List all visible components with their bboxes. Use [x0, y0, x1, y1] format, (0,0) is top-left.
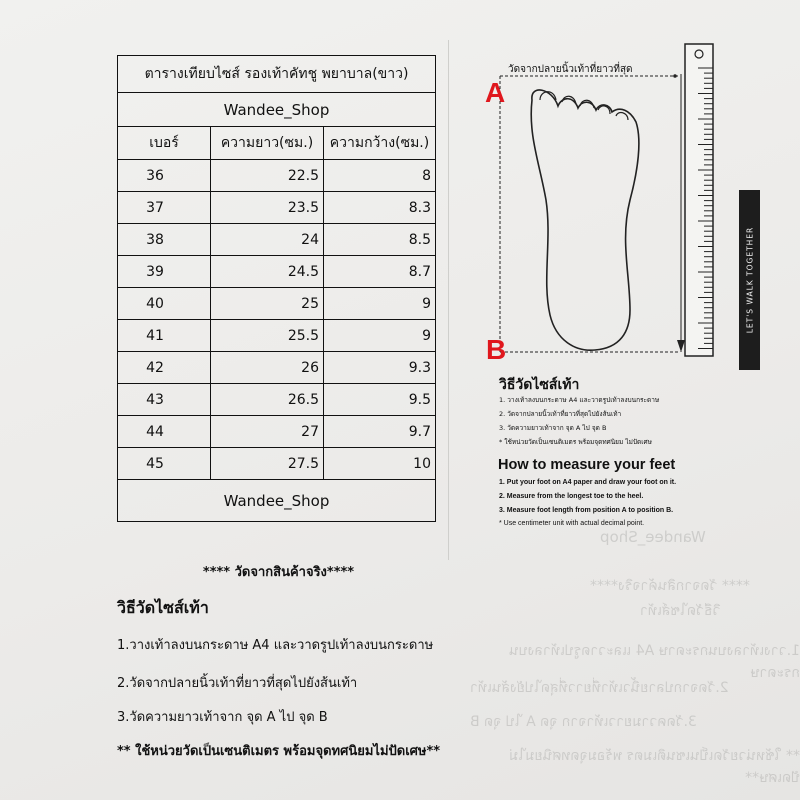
size-row	[118, 320, 436, 352]
cell-length: 26.5	[211, 384, 324, 416]
size-row	[118, 448, 436, 480]
show-through-step1: 1.วางเท้าลงบนกระดาษ A4 และวาดรูปเท้าลงบนกระดาษ	[509, 643, 800, 681]
cell-length: 23.5	[211, 192, 324, 224]
side-banner	[739, 190, 760, 370]
cell-size: 37	[118, 192, 211, 224]
howto-title-th: วิธีวัดไซส์เท้า	[117, 598, 209, 617]
cell-length: 24.5	[211, 256, 324, 288]
cell-width: 9	[324, 288, 436, 320]
measure-arrow-head-icon	[677, 340, 685, 352]
right-en-step-1: 1. Put your foot on A4 paper and draw your foot on it.	[499, 479, 677, 486]
size-chart-table	[117, 55, 436, 522]
right-en-note: * Use centimeter unit with actual decimal point.	[499, 520, 645, 527]
cell-width: 8.3	[324, 192, 436, 224]
right-title-th: วิธีวัดไซส์เท้า	[499, 377, 580, 393]
toe-mark-dot	[673, 74, 677, 78]
cell-size: 40	[118, 288, 211, 320]
size-row	[118, 256, 436, 288]
cell-width: 8.5	[324, 224, 436, 256]
show-through-step2: 2.วัดจากปลายนิ้วเท้าที่ยาวที่สุดไปยังส้นเท้า	[470, 680, 729, 696]
cell-width: 9.7	[324, 416, 436, 448]
cell-width: 10	[324, 448, 436, 480]
size-row	[118, 160, 436, 192]
right-en-step-2: 2. Measure from the longest toe to the heel.	[499, 493, 644, 500]
header-length: ความยาว(ซม.)	[211, 127, 324, 160]
table-shop-name: Wandee_Shop	[118, 93, 436, 127]
right-th-step-3: 3. วัดความยาวเท้าจาก จุด A ไป จุด B	[499, 424, 607, 432]
table-footer-shop: Wandee_Shop	[118, 480, 436, 522]
cell-length: 25.5	[211, 320, 324, 352]
cell-width: 9.5	[324, 384, 436, 416]
table-header-row	[118, 127, 436, 160]
header-width: ความกว้าง(ซม.)	[324, 127, 436, 160]
show-through-step4: ** ใช้หน่วยวัดเป็นเซนติเมตร พร้อมจุดทศนิยมไม่ปัดเศษ**	[509, 748, 800, 786]
foot-outline-icon	[531, 90, 639, 350]
size-row	[118, 192, 436, 224]
cell-width: 9	[324, 320, 436, 352]
cell-size: 38	[118, 224, 211, 256]
right-th-step-1: 1. วางเท้าลงบนกระดาษ A4 และวาดรูปเท้าลงบนกระดาษ	[499, 396, 660, 404]
right-th-step-2: 2. วัดจากปลายนิ้วเท้าที่ยาวที่สุดไปยังส้นเท้า	[499, 410, 622, 418]
show-through-step3: 3.วัดความยาวเท้าจาก จุด A ไป จุด B	[470, 714, 697, 730]
cell-size: 42	[118, 352, 211, 384]
cell-size: 43	[118, 384, 211, 416]
cell-size: 36	[118, 160, 211, 192]
show-through-title: วิธีวัดไซส์เท้า	[640, 603, 721, 619]
size-row	[118, 288, 436, 320]
cell-width: 8.7	[324, 256, 436, 288]
cell-length: 27	[211, 416, 324, 448]
howto-step-3: 3.วัดความยาวเท้าจาก จุด A ไป จุด B	[117, 710, 328, 725]
cell-length: 26	[211, 352, 324, 384]
cell-length: 24	[211, 224, 324, 256]
toe-caption: วัดจากปลายนิ้วเท้าที่ยาวที่สุด	[508, 64, 633, 75]
right-title-en: How to measure your feet	[498, 457, 676, 473]
right-th-note: * ใช้หน่วยวัดเป็นเซนติเมตร พร้อมจุดทศนิยม ไม่ปัดเศษ	[499, 438, 652, 446]
foot-measure-diagram	[470, 40, 730, 370]
cell-size: 41	[118, 320, 211, 352]
size-row	[118, 224, 436, 256]
cell-width: 8	[324, 160, 436, 192]
header-size: เบอร์	[118, 127, 211, 160]
side-banner-text: LET'S WALK TOGETHER	[745, 226, 754, 334]
cell-length: 27.5	[211, 448, 324, 480]
cell-length: 25	[211, 288, 324, 320]
cell-size: 45	[118, 448, 211, 480]
table-title: ตารางเทียบไซส์ รองเท้าคัทชู พยาบาล(ขาว)	[118, 56, 436, 93]
paper-fold-line	[448, 40, 449, 560]
toe-outlines	[540, 92, 628, 120]
show-through-note: **** วัดจากสินค้าจริง****	[590, 578, 750, 594]
cell-size: 39	[118, 256, 211, 288]
point-a-label: A	[485, 77, 506, 108]
point-b-label: B	[486, 334, 507, 365]
size-row	[118, 416, 436, 448]
size-row	[118, 352, 436, 384]
cell-width: 9.3	[324, 352, 436, 384]
ruler	[685, 44, 713, 356]
right-en-step-3: 3. Measure foot length from position A to position B.	[499, 507, 674, 514]
cell-length: 22.5	[211, 160, 324, 192]
cell-size: 44	[118, 416, 211, 448]
size-row	[118, 384, 436, 416]
measured-note: **** วัดจากสินค้าจริง****	[202, 565, 355, 580]
howto-unit-note: ** ใช้หน่วยวัดเป็นเซนติเมตร พร้อมจุดทศนิยมไม่ปัดเศษ**	[117, 744, 441, 759]
howto-step-2: 2.วัดจากปลายนิ้วเท้าที่ยาวที่สุดไปยังส้นเท้า	[117, 676, 358, 691]
show-through-shop: Wandee_Shop	[600, 528, 706, 546]
howto-step-1: 1.วางเท้าลงบนกระดาษ A4 และวาดรูปเท้าลงบนกระดาษ	[117, 638, 434, 653]
